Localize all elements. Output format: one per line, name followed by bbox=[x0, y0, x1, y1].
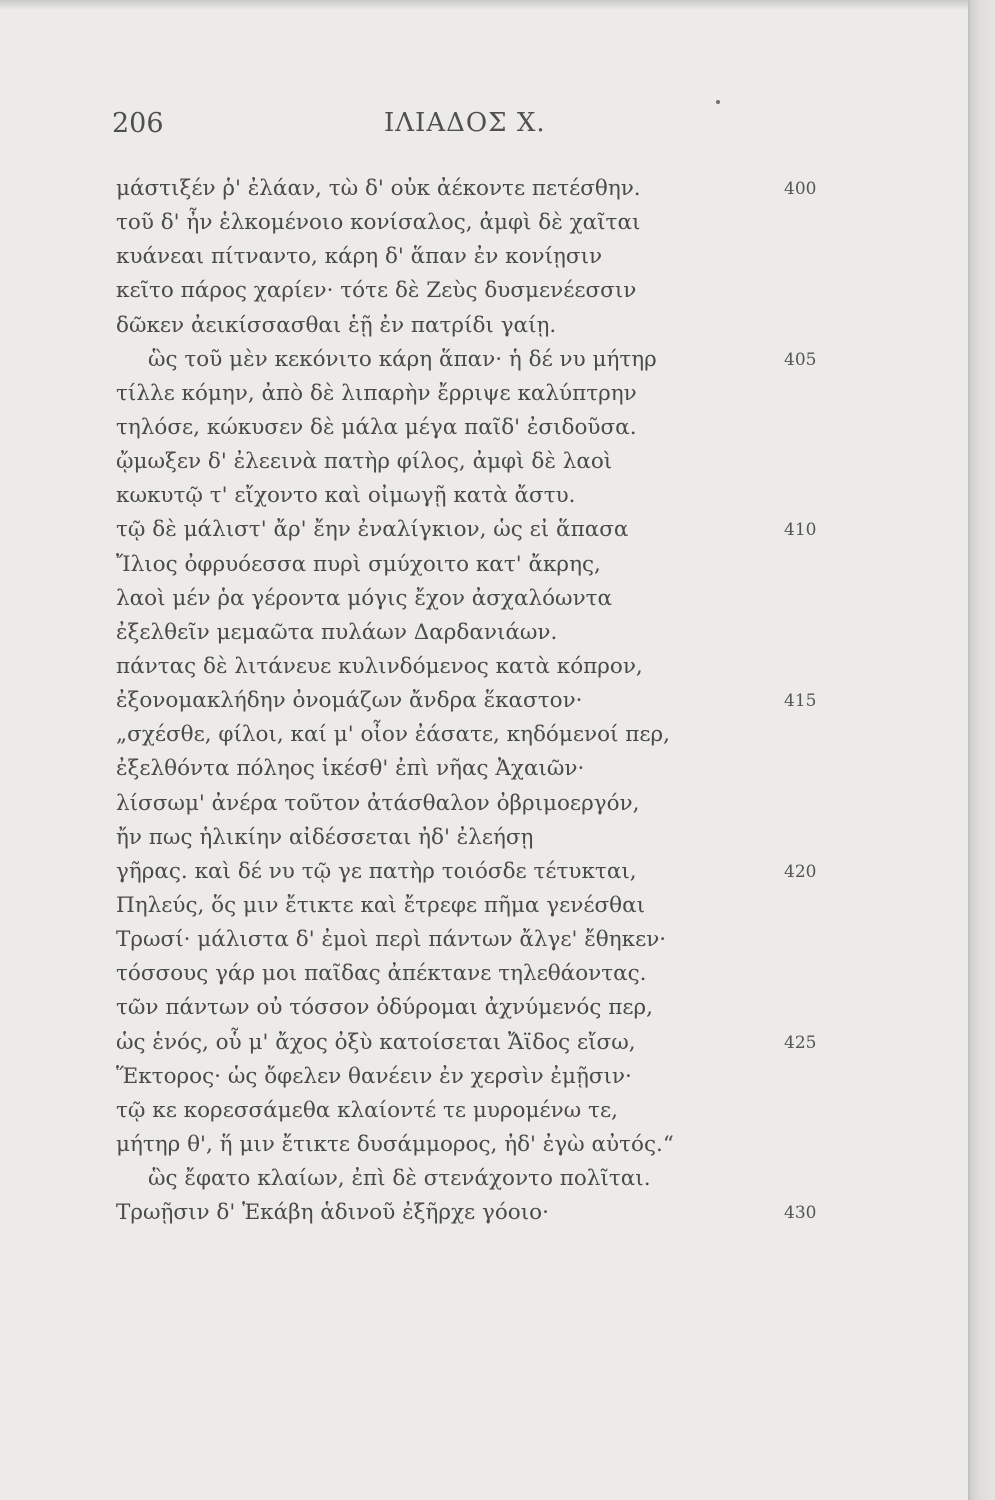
verse-line bbox=[116, 821, 836, 855]
verse-line bbox=[116, 513, 836, 547]
verse-text: κυάνεαι πίτναντο, κάρη δ' ἅπαν ἐν κονίῃσιν bbox=[116, 244, 603, 270]
verse-line bbox=[116, 991, 836, 1025]
line-number: 400 bbox=[784, 179, 817, 199]
verse-line bbox=[116, 582, 836, 616]
verse-line bbox=[116, 616, 836, 650]
verse-text: Ἕκτορος· ὡς ὄφελεν θανέειν ἐν χερσὶν ἐμῇσιν· bbox=[116, 1063, 632, 1089]
verse-text: κωκυτῷ τ' εἴχοντο καὶ οἰμωγῇ κατὰ ἄστυ. bbox=[116, 483, 576, 509]
page-number: 206 bbox=[112, 108, 164, 139]
line-number: 430 bbox=[784, 1203, 817, 1224]
verse-line bbox=[116, 206, 836, 240]
verse-line bbox=[116, 855, 836, 889]
verse-text: μήτηρ θ', ἥ μιν ἔτικτε δυσάμμορος, ἠδ' ἐγὼ αὐτός.“ bbox=[116, 1131, 674, 1157]
verse-text: πάντας δὲ λιτάνευε κυλινδόμενος κατὰ κόπρον, bbox=[116, 653, 643, 679]
running-title: ΙΛΙΑΔΟΣ Χ. bbox=[384, 108, 546, 138]
page-edge bbox=[968, 0, 995, 1500]
verse-line bbox=[116, 650, 836, 684]
verse-text: Ἴλιος ὀφρυόεσσα πυρὶ σμύχοιτο κατ' ἄκρης, bbox=[116, 551, 601, 577]
verse-line bbox=[116, 957, 836, 991]
verse-text: ὣς τοῦ μὲν κεκόνιτο κάρη ἅπαν· ἡ δέ νυ μήτηρ bbox=[148, 346, 657, 372]
verse-text: Τρωῇσιν δ' Ἑκάβη ἁδινοῦ ἐξῆρχε γόοιο· bbox=[116, 1200, 549, 1226]
verse-line bbox=[116, 752, 836, 786]
verse-line bbox=[116, 411, 836, 445]
verse-text: τῶν πάντων οὐ τόσσον ὀδύρομαι ἀχνύμενός περ, bbox=[116, 995, 653, 1021]
verse-text: τόσσους γάρ μοι παῖδας ἀπέκτανε τηλεθάοντας. bbox=[116, 961, 647, 987]
verse-line bbox=[116, 1026, 836, 1060]
verse-line bbox=[116, 274, 836, 308]
line-number: 410 bbox=[784, 520, 817, 541]
verse-line bbox=[116, 172, 836, 206]
verse-text: ἐξελθεῖν μεμαῶτα πυλάων Δαρδανιάων. bbox=[116, 619, 558, 645]
verse-text: τηλόσε, κώκυσεν δὲ μάλα μέγα παῖδ' ἐσιδοῦσα. bbox=[116, 414, 637, 440]
verse-text: λαοὶ μέν ῥα γέροντα μόγις ἔχον ἀσχαλόωντα bbox=[116, 585, 613, 611]
verse-line bbox=[116, 684, 836, 718]
verse-line bbox=[116, 309, 836, 343]
verse-text: τῷ δὲ μάλιστ' ἄρ' ἔην ἐναλίγκιον, ὡς εἰ ἅπασα bbox=[116, 517, 629, 543]
verse-line bbox=[116, 1196, 836, 1230]
verse-text: ὡς ἑνός, οὗ μ' ἄχος ὀξὺ κατοίσεται Ἄϊδος εἴσω, bbox=[116, 1029, 636, 1055]
verse-line bbox=[116, 548, 836, 582]
verse-text: γῆρας. καὶ δέ νυ τῷ γε πατὴρ τοιόσδε τέτυκται, bbox=[116, 858, 637, 884]
verse-line bbox=[116, 1162, 836, 1196]
verse-block bbox=[116, 172, 836, 1230]
verse-line bbox=[116, 343, 836, 377]
verse-text: ἐξελθόντα πόληος ἱκέσθ' ἐπὶ νῆας Ἀχαιῶν· bbox=[116, 756, 585, 782]
verse-line bbox=[116, 479, 836, 513]
ink-speck bbox=[716, 100, 720, 104]
line-number: 405 bbox=[784, 349, 817, 370]
verse-text: ᾤμωξεν δ' ἐλεεινὰ πατὴρ φίλος, ἀμφὶ δὲ λαοὶ bbox=[116, 449, 613, 475]
verse-text: Τρωσί· μάλιστα δ' ἐμοὶ περὶ πάντων ἄλγε' ἔθηκεν· bbox=[116, 927, 667, 953]
verse-line bbox=[116, 1094, 836, 1128]
verse-text: ὣς ἔφατο κλαίων, ἐπὶ δὲ στενάχοντο πολῖται. bbox=[148, 1166, 651, 1192]
verse-text: τοῦ δ' ἦν ἑλκομένοιο κονίσαλος, ἀμφὶ δὲ χαῖται bbox=[116, 210, 641, 236]
verse-text: μάστιξέν ῥ' ἐλάαν, τὼ δ' οὐκ ἀέκοντε πετέσθην. bbox=[116, 176, 641, 201]
verse-text: τῷ κε κορεσσάμεθα κλαίοντέ τε μυρομένω τε, bbox=[116, 1097, 618, 1123]
verse-line bbox=[116, 1060, 836, 1094]
verse-line bbox=[116, 445, 836, 479]
verse-line bbox=[116, 1128, 836, 1162]
verse-text: ἤν πως ἡλικίην αἰδέσσεται ἠδ' ἐλεήσῃ bbox=[116, 824, 534, 850]
verse-line bbox=[116, 240, 836, 274]
line-number: 425 bbox=[784, 1032, 817, 1053]
verse-text: τίλλε κόμην, ἀπὸ δὲ λιπαρὴν ἔρριψε καλύπτρην bbox=[116, 380, 637, 406]
verse-text: κεῖτο πάρος χαρίεν· τότε δὲ Ζεὺς δυσμενέεσσιν bbox=[116, 278, 637, 304]
line-number: 420 bbox=[784, 861, 817, 882]
verse-text: „σχέσθε, φίλοι, καί μ' οἶον ἐάσατε, κηδόμενοί περ, bbox=[116, 722, 671, 748]
verse-line bbox=[116, 923, 836, 957]
verse-line bbox=[116, 718, 836, 752]
verse-text: ἐξονομακλήδην ὀνομάζων ἄνδρα ἕκαστον· bbox=[116, 688, 583, 714]
verse-text: Πηλεύς, ὅς μιν ἔτικτε καὶ ἔτρεφε πῆμα γενέσθαι bbox=[116, 892, 646, 918]
verse-line bbox=[116, 889, 836, 923]
verse-line bbox=[116, 377, 836, 411]
verse-text: λίσσωμ' ἀνέρα τοῦτον ἀτάσθαλον ὀβριμοεργόν, bbox=[116, 790, 640, 816]
verse-text: δῶκεν ἀεικίσσασθαι ἑῇ ἐν πατρίδι γαίῃ. bbox=[116, 312, 557, 338]
page-header bbox=[112, 108, 812, 148]
line-number: 415 bbox=[784, 691, 817, 712]
top-edge-shadow bbox=[0, 0, 978, 10]
verse-line bbox=[116, 787, 836, 821]
